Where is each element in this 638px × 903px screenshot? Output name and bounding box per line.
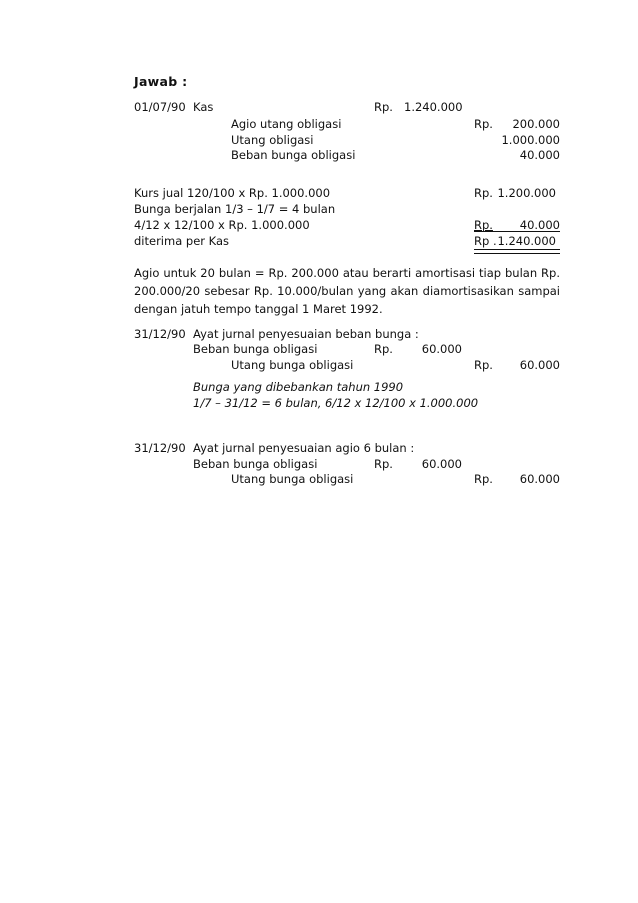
- calc-underlined-row: [474, 218, 560, 232]
- entry2-credit-amount: 60.000: [519, 358, 560, 372]
- calc-label: 4/12 x 12/100 x Rp. 1.000.000: [134, 218, 310, 232]
- entry1-date: 01/07/90: [134, 100, 186, 114]
- entry1-debit-amount: 1.240.000: [404, 100, 463, 114]
- entry3-title: Ayat jurnal penyesuaian agio 6 bulan :: [193, 441, 415, 455]
- entry1-credit-account: Agio utang obligasi: [231, 117, 342, 131]
- entry2-note: 1/7 – 31/12 = 6 bulan, 6/12 x 12/100 x 1.000.000: [193, 396, 479, 410]
- entry3-debit-currency: Rp.: [374, 457, 393, 471]
- calc-subtotal-rule: [474, 231, 560, 233]
- calc-currency: Rp .: [474, 234, 497, 248]
- calc-currency: Rp.: [474, 218, 493, 232]
- entry3-credit-currency: Rp.: [474, 472, 493, 486]
- entry1-debit-account: Kas: [193, 100, 214, 114]
- entry1-debit-currency: Rp.: [374, 100, 393, 114]
- entry2-debit-account: Beban bunga obligasi: [193, 342, 318, 356]
- entry3-debit-amount: 60.000: [421, 457, 462, 471]
- entry2-debit-currency: Rp.: [374, 342, 393, 356]
- entry2-credit-currency: Rp.: [474, 358, 493, 372]
- entry1-credit-amount: 1.000.000: [501, 133, 560, 147]
- entry2-credit-account: Utang bunga obligasi: [231, 358, 354, 372]
- entry1-credit-amount: 40.000: [519, 148, 560, 162]
- calc-label: Kurs jual 120/100 x Rp. 1.000.000: [134, 186, 331, 200]
- entry1-credit-account: Beban bunga obligasi: [231, 148, 356, 162]
- amortization-paragraph: Agio untuk 20 bulan = Rp. 200.000 atau berarti amortisasi tiap bulan Rp. 200.000/20 sebesar Rp. 10.000/bulan yang akan diamortisasikan sampai dengan jatuh tempo tanggal 1 Maret 1992.: [134, 266, 560, 316]
- entry3-date: 31/12/90: [134, 441, 186, 455]
- entry2-title: Ayat jurnal penyesuaian beban bunga :: [193, 327, 419, 341]
- calc-amount: 1.240.000: [497, 234, 556, 248]
- entry2-date: 31/12/90: [134, 327, 186, 341]
- entry1-credit-currency: Rp.: [474, 117, 493, 131]
- entry2-debit-amount: 60.000: [421, 342, 462, 356]
- entry3-credit-account: Utang bunga obligasi: [231, 472, 354, 486]
- entry3-debit-account: Beban bunga obligasi: [193, 457, 318, 471]
- calc-label: Bunga berjalan 1/3 – 1/7 = 4 bulan: [134, 202, 336, 216]
- calc-label: diterima per Kas: [134, 234, 230, 248]
- entry1-credit-account: Utang obligasi: [231, 133, 314, 147]
- total-double-rule: [474, 249, 560, 254]
- entry3-credit-amount: 60.000: [519, 472, 560, 486]
- entry1-credit-amount: 200.000: [512, 117, 560, 131]
- calc-amount: 1.200.000: [497, 186, 556, 200]
- entry2-note: Bunga yang dibebankan tahun 1990: [193, 380, 404, 394]
- answer-heading: Jawab :: [134, 74, 188, 89]
- calc-amount: 40.000: [519, 218, 560, 232]
- calc-currency: Rp.: [474, 186, 493, 200]
